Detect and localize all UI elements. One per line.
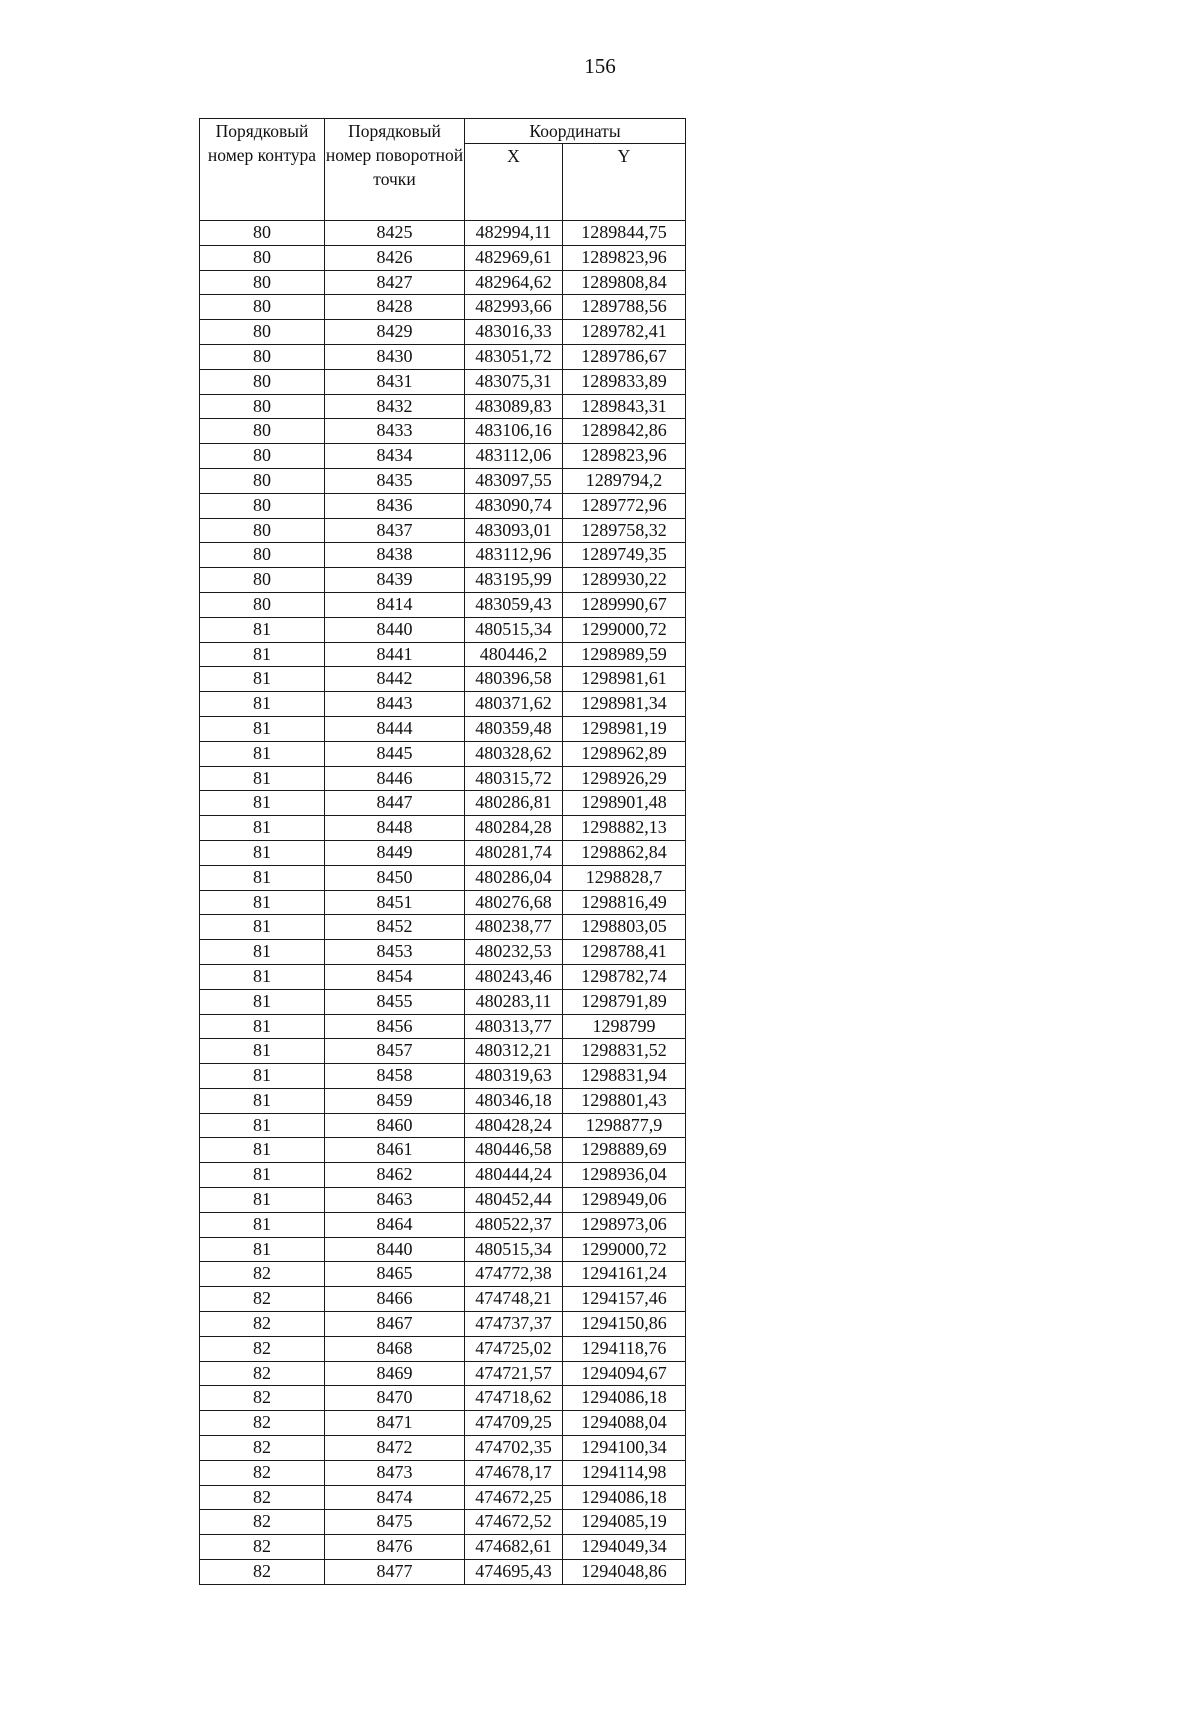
x-coordinate-cell: 474695,43	[465, 1560, 563, 1585]
x-coordinate-cell: 482964,62	[465, 270, 563, 295]
table-row	[200, 1064, 686, 1089]
contour-number-cell: 81	[200, 1163, 325, 1188]
point-number-cell: 8452	[325, 915, 465, 940]
point-number-cell: 8463	[325, 1188, 465, 1213]
table-row	[200, 766, 686, 791]
contour-number-cell: 82	[200, 1262, 325, 1287]
x-coordinate-cell: 480243,46	[465, 964, 563, 989]
x-coordinate-cell: 474709,25	[465, 1411, 563, 1436]
y-coordinate-cell: 1294161,24	[563, 1262, 686, 1287]
table-row	[200, 940, 686, 965]
point-number-cell: 8434	[325, 444, 465, 469]
x-coordinate-cell: 480313,77	[465, 1014, 563, 1039]
x-coordinate-cell: 483097,55	[465, 468, 563, 493]
point-number-cell: 8439	[325, 568, 465, 593]
table-row	[200, 518, 686, 543]
point-number-cell: 8449	[325, 840, 465, 865]
table-row	[200, 816, 686, 841]
contour-number-cell: 81	[200, 1039, 325, 1064]
contour-number-cell: 81	[200, 766, 325, 791]
y-coordinate-cell: 1289833,89	[563, 369, 686, 394]
y-coordinate-cell: 1298788,41	[563, 940, 686, 965]
x-coordinate-cell: 483106,16	[465, 419, 563, 444]
table-row	[200, 1361, 686, 1386]
contour-number-cell: 81	[200, 642, 325, 667]
contour-number-cell: 82	[200, 1287, 325, 1312]
y-coordinate-cell: 1298949,06	[563, 1188, 686, 1213]
x-coordinate-cell: 480238,77	[465, 915, 563, 940]
point-number-cell: 8462	[325, 1163, 465, 1188]
table-row	[200, 344, 686, 369]
x-coordinate-cell: 474725,02	[465, 1336, 563, 1361]
contour-number-cell: 81	[200, 989, 325, 1014]
point-number-cell: 8464	[325, 1212, 465, 1237]
x-coordinate-cell: 482994,11	[465, 221, 563, 246]
table-row	[200, 741, 686, 766]
y-coordinate-cell: 1298901,48	[563, 791, 686, 816]
x-coordinate-cell: 483051,72	[465, 344, 563, 369]
contour-number-cell: 81	[200, 1064, 325, 1089]
x-coordinate-cell: 480515,34	[465, 617, 563, 642]
x-coordinate-cell: 480446,2	[465, 642, 563, 667]
x-coordinate-cell: 483112,06	[465, 444, 563, 469]
point-number-cell: 8466	[325, 1287, 465, 1312]
table-row	[200, 915, 686, 940]
contour-number-cell: 81	[200, 1088, 325, 1113]
point-number-cell: 8472	[325, 1436, 465, 1461]
y-coordinate-cell: 1298799	[563, 1014, 686, 1039]
point-number-cell: 8427	[325, 270, 465, 295]
table-row	[200, 1039, 686, 1064]
y-coordinate-cell: 1289772,96	[563, 493, 686, 518]
x-coordinate-cell: 480286,04	[465, 865, 563, 890]
y-coordinate-cell: 1298831,94	[563, 1064, 686, 1089]
x-coordinate-cell: 480452,44	[465, 1188, 563, 1213]
header-x: X	[465, 144, 563, 221]
x-coordinate-cell: 483195,99	[465, 568, 563, 593]
contour-number-cell: 80	[200, 468, 325, 493]
header-point-number: Порядковый номер поворотной точки	[325, 119, 465, 221]
y-coordinate-cell: 1289990,67	[563, 592, 686, 617]
table-row	[200, 667, 686, 692]
point-number-cell: 8457	[325, 1039, 465, 1064]
table-row	[200, 692, 686, 717]
y-coordinate-cell: 1294048,86	[563, 1560, 686, 1585]
contour-number-cell: 82	[200, 1535, 325, 1560]
table-row	[200, 1485, 686, 1510]
point-number-cell: 8473	[325, 1460, 465, 1485]
table-row	[200, 1088, 686, 1113]
y-coordinate-cell: 1298889,69	[563, 1138, 686, 1163]
table-row	[200, 245, 686, 270]
point-number-cell: 8470	[325, 1386, 465, 1411]
contour-number-cell: 82	[200, 1361, 325, 1386]
table-row	[200, 543, 686, 568]
point-number-cell: 8445	[325, 741, 465, 766]
y-coordinate-cell: 1289758,32	[563, 518, 686, 543]
table-row	[200, 890, 686, 915]
contour-number-cell: 80	[200, 518, 325, 543]
point-number-cell: 8436	[325, 493, 465, 518]
table-row	[200, 1237, 686, 1262]
contour-number-cell: 80	[200, 270, 325, 295]
contour-number-cell: 82	[200, 1560, 325, 1585]
y-coordinate-cell: 1298816,49	[563, 890, 686, 915]
point-number-cell: 8455	[325, 989, 465, 1014]
y-coordinate-cell: 1294086,18	[563, 1485, 686, 1510]
contour-number-cell: 80	[200, 245, 325, 270]
table-row	[200, 1535, 686, 1560]
y-coordinate-cell: 1298989,59	[563, 642, 686, 667]
x-coordinate-cell: 480312,21	[465, 1039, 563, 1064]
y-coordinate-cell: 1289823,96	[563, 444, 686, 469]
point-number-cell: 8432	[325, 394, 465, 419]
contour-number-cell: 81	[200, 1212, 325, 1237]
x-coordinate-cell: 474672,25	[465, 1485, 563, 1510]
y-coordinate-cell: 1289808,84	[563, 270, 686, 295]
x-coordinate-cell: 474678,17	[465, 1460, 563, 1485]
x-coordinate-cell: 474718,62	[465, 1386, 563, 1411]
contour-number-cell: 81	[200, 964, 325, 989]
point-number-cell: 8477	[325, 1560, 465, 1585]
x-coordinate-cell: 474702,35	[465, 1436, 563, 1461]
table-row	[200, 1287, 686, 1312]
contour-number-cell: 81	[200, 692, 325, 717]
table-row	[200, 1163, 686, 1188]
table-row	[200, 791, 686, 816]
table-row	[200, 221, 686, 246]
x-coordinate-cell: 483089,83	[465, 394, 563, 419]
y-coordinate-cell: 1294157,46	[563, 1287, 686, 1312]
table-row	[200, 1138, 686, 1163]
point-number-cell: 8426	[325, 245, 465, 270]
point-number-cell: 8458	[325, 1064, 465, 1089]
contour-number-cell: 82	[200, 1485, 325, 1510]
table-row	[200, 1262, 686, 1287]
x-coordinate-cell: 474721,57	[465, 1361, 563, 1386]
x-coordinate-cell: 480315,72	[465, 766, 563, 791]
contour-number-cell: 81	[200, 890, 325, 915]
x-coordinate-cell: 480286,81	[465, 791, 563, 816]
point-number-cell: 8454	[325, 964, 465, 989]
contour-number-cell: 81	[200, 741, 325, 766]
y-coordinate-cell: 1298803,05	[563, 915, 686, 940]
table-row	[200, 1212, 686, 1237]
x-coordinate-cell: 480283,11	[465, 989, 563, 1014]
point-number-cell: 8475	[325, 1510, 465, 1535]
x-coordinate-cell: 480284,28	[465, 816, 563, 841]
point-number-cell: 8444	[325, 716, 465, 741]
x-coordinate-cell: 474737,37	[465, 1312, 563, 1337]
y-coordinate-cell: 1298926,29	[563, 766, 686, 791]
table-row	[200, 295, 686, 320]
y-coordinate-cell: 1299000,72	[563, 1237, 686, 1262]
y-coordinate-cell: 1294085,19	[563, 1510, 686, 1535]
y-coordinate-cell: 1289749,35	[563, 543, 686, 568]
y-coordinate-cell: 1298801,43	[563, 1088, 686, 1113]
x-coordinate-cell: 480232,53	[465, 940, 563, 965]
point-number-cell: 8446	[325, 766, 465, 791]
x-coordinate-cell: 483112,96	[465, 543, 563, 568]
contour-number-cell: 82	[200, 1312, 325, 1337]
point-number-cell: 8442	[325, 667, 465, 692]
y-coordinate-cell: 1299000,72	[563, 617, 686, 642]
y-coordinate-cell: 1294086,18	[563, 1386, 686, 1411]
point-number-cell: 8433	[325, 419, 465, 444]
point-number-cell: 8440	[325, 1237, 465, 1262]
y-coordinate-cell: 1294049,34	[563, 1535, 686, 1560]
table-row	[200, 865, 686, 890]
contour-number-cell: 81	[200, 716, 325, 741]
x-coordinate-cell: 480281,74	[465, 840, 563, 865]
y-coordinate-cell: 1298962,89	[563, 741, 686, 766]
point-number-cell: 8447	[325, 791, 465, 816]
point-number-cell: 8453	[325, 940, 465, 965]
contour-number-cell: 80	[200, 419, 325, 444]
header-contour-number: Порядковый номер контура	[200, 119, 325, 221]
contour-number-cell: 81	[200, 1138, 325, 1163]
y-coordinate-cell: 1294088,04	[563, 1411, 686, 1436]
y-coordinate-cell: 1294150,86	[563, 1312, 686, 1337]
point-number-cell: 8425	[325, 221, 465, 246]
point-number-cell: 8461	[325, 1138, 465, 1163]
y-coordinate-cell: 1298791,89	[563, 989, 686, 1014]
table-row	[200, 592, 686, 617]
table-row	[200, 617, 686, 642]
point-number-cell: 8468	[325, 1336, 465, 1361]
table-row	[200, 1188, 686, 1213]
contour-number-cell: 81	[200, 865, 325, 890]
contour-number-cell: 80	[200, 493, 325, 518]
point-number-cell: 8431	[325, 369, 465, 394]
contour-number-cell: 81	[200, 667, 325, 692]
point-number-cell: 8430	[325, 344, 465, 369]
header-y: Y	[563, 144, 686, 221]
contour-number-cell: 80	[200, 568, 325, 593]
table-row	[200, 964, 686, 989]
x-coordinate-cell: 480371,62	[465, 692, 563, 717]
point-number-cell: 8414	[325, 592, 465, 617]
page-number: 156	[584, 54, 616, 78]
contour-number-cell: 81	[200, 816, 325, 841]
x-coordinate-cell: 480359,48	[465, 716, 563, 741]
point-number-cell: 8465	[325, 1262, 465, 1287]
x-coordinate-cell: 480319,63	[465, 1064, 563, 1089]
table-row	[200, 1411, 686, 1436]
x-coordinate-cell: 474772,38	[465, 1262, 563, 1287]
table-header	[200, 119, 686, 221]
table-row	[200, 1510, 686, 1535]
y-coordinate-cell: 1298828,7	[563, 865, 686, 890]
x-coordinate-cell: 482993,66	[465, 295, 563, 320]
y-coordinate-cell: 1298782,74	[563, 964, 686, 989]
point-number-cell: 8471	[325, 1411, 465, 1436]
y-coordinate-cell: 1298936,04	[563, 1163, 686, 1188]
x-coordinate-cell: 482969,61	[465, 245, 563, 270]
contour-number-cell: 80	[200, 444, 325, 469]
contour-number-cell: 80	[200, 394, 325, 419]
point-number-cell: 8460	[325, 1113, 465, 1138]
point-number-cell: 8448	[325, 816, 465, 841]
table-row	[200, 716, 686, 741]
x-coordinate-cell: 483059,43	[465, 592, 563, 617]
point-number-cell: 8459	[325, 1088, 465, 1113]
x-coordinate-cell: 480276,68	[465, 890, 563, 915]
contour-number-cell: 80	[200, 295, 325, 320]
header-coordinates: Координаты	[465, 119, 686, 144]
x-coordinate-cell: 474748,21	[465, 1287, 563, 1312]
point-number-cell: 8429	[325, 320, 465, 345]
x-coordinate-cell: 480346,18	[465, 1088, 563, 1113]
point-number-cell: 8467	[325, 1312, 465, 1337]
table-row	[200, 1460, 686, 1485]
contour-number-cell: 80	[200, 543, 325, 568]
x-coordinate-cell: 474672,52	[465, 1510, 563, 1535]
point-number-cell: 8428	[325, 295, 465, 320]
contour-number-cell: 82	[200, 1411, 325, 1436]
contour-number-cell: 80	[200, 320, 325, 345]
table-row	[200, 1560, 686, 1585]
y-coordinate-cell: 1298981,34	[563, 692, 686, 717]
point-number-cell: 8474	[325, 1485, 465, 1510]
table-row	[200, 989, 686, 1014]
y-coordinate-cell: 1298877,9	[563, 1113, 686, 1138]
table-row	[200, 394, 686, 419]
y-coordinate-cell: 1294114,98	[563, 1460, 686, 1485]
table-row	[200, 1014, 686, 1039]
table-row	[200, 1113, 686, 1138]
x-coordinate-cell: 483093,01	[465, 518, 563, 543]
table-row	[200, 444, 686, 469]
contour-number-cell: 81	[200, 940, 325, 965]
contour-number-cell: 82	[200, 1510, 325, 1535]
table-row	[200, 1336, 686, 1361]
point-number-cell: 8437	[325, 518, 465, 543]
y-coordinate-cell: 1298862,84	[563, 840, 686, 865]
contour-number-cell: 81	[200, 840, 325, 865]
contour-number-cell: 80	[200, 344, 325, 369]
x-coordinate-cell: 480515,34	[465, 1237, 563, 1262]
contour-number-cell: 81	[200, 1113, 325, 1138]
point-number-cell: 8440	[325, 617, 465, 642]
y-coordinate-cell: 1289823,96	[563, 245, 686, 270]
x-coordinate-cell: 480328,62	[465, 741, 563, 766]
x-coordinate-cell: 483075,31	[465, 369, 563, 394]
y-coordinate-cell: 1289843,31	[563, 394, 686, 419]
contour-number-cell: 81	[200, 617, 325, 642]
y-coordinate-cell: 1289844,75	[563, 221, 686, 246]
x-coordinate-cell: 474682,61	[465, 1535, 563, 1560]
x-coordinate-cell: 480396,58	[465, 667, 563, 692]
point-number-cell: 8435	[325, 468, 465, 493]
table-row	[200, 320, 686, 345]
table-row	[200, 1312, 686, 1337]
table-body	[200, 221, 686, 1585]
y-coordinate-cell: 1298973,06	[563, 1212, 686, 1237]
y-coordinate-cell: 1289786,67	[563, 344, 686, 369]
y-coordinate-cell: 1298981,61	[563, 667, 686, 692]
contour-number-cell: 81	[200, 791, 325, 816]
point-number-cell: 8438	[325, 543, 465, 568]
table-row	[200, 369, 686, 394]
y-coordinate-cell: 1298981,19	[563, 716, 686, 741]
contour-number-cell: 81	[200, 1237, 325, 1262]
table-row	[200, 270, 686, 295]
point-number-cell: 8450	[325, 865, 465, 890]
contour-number-cell: 80	[200, 369, 325, 394]
y-coordinate-cell: 1294118,76	[563, 1336, 686, 1361]
point-number-cell: 8476	[325, 1535, 465, 1560]
y-coordinate-cell: 1289842,86	[563, 419, 686, 444]
contour-number-cell: 82	[200, 1436, 325, 1461]
contour-number-cell: 81	[200, 1014, 325, 1039]
table-row	[200, 840, 686, 865]
contour-number-cell: 82	[200, 1386, 325, 1411]
x-coordinate-cell: 483090,74	[465, 493, 563, 518]
table-row	[200, 419, 686, 444]
point-number-cell: 8469	[325, 1361, 465, 1386]
y-coordinate-cell: 1298882,13	[563, 816, 686, 841]
y-coordinate-cell: 1294100,34	[563, 1436, 686, 1461]
contour-number-cell: 80	[200, 221, 325, 246]
table-row	[200, 493, 686, 518]
y-coordinate-cell: 1289782,41	[563, 320, 686, 345]
contour-number-cell: 82	[200, 1336, 325, 1361]
x-coordinate-cell: 480446,58	[465, 1138, 563, 1163]
point-number-cell: 8451	[325, 890, 465, 915]
table-row	[200, 1436, 686, 1461]
y-coordinate-cell: 1289794,2	[563, 468, 686, 493]
table-row	[200, 568, 686, 593]
table-row	[200, 642, 686, 667]
contour-number-cell: 81	[200, 915, 325, 940]
x-coordinate-cell: 480444,24	[465, 1163, 563, 1188]
table-row	[200, 468, 686, 493]
y-coordinate-cell: 1289930,22	[563, 568, 686, 593]
contour-number-cell: 80	[200, 592, 325, 617]
point-number-cell: 8456	[325, 1014, 465, 1039]
contour-number-cell: 82	[200, 1460, 325, 1485]
point-number-cell: 8441	[325, 642, 465, 667]
y-coordinate-cell: 1294094,67	[563, 1361, 686, 1386]
y-coordinate-cell: 1298831,52	[563, 1039, 686, 1064]
contour-number-cell: 81	[200, 1188, 325, 1213]
x-coordinate-cell: 483016,33	[465, 320, 563, 345]
table-row	[200, 1386, 686, 1411]
y-coordinate-cell: 1289788,56	[563, 295, 686, 320]
point-number-cell: 8443	[325, 692, 465, 717]
x-coordinate-cell: 480522,37	[465, 1212, 563, 1237]
x-coordinate-cell: 480428,24	[465, 1113, 563, 1138]
coordinates-table	[199, 118, 686, 1585]
